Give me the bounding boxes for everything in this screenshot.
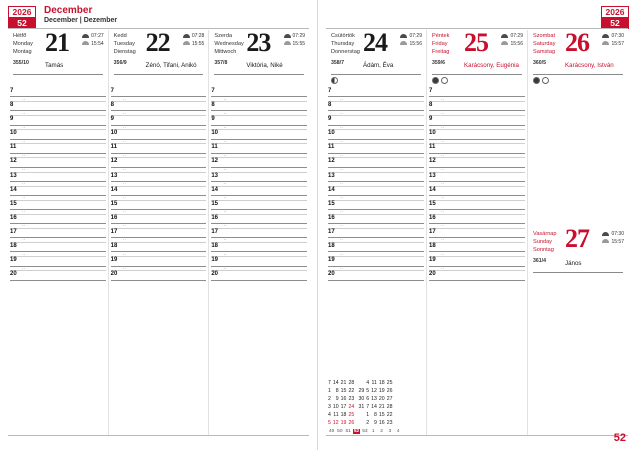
day-names-thursday: Csütörtök Thursday Donnerstag [331, 33, 360, 56]
hour-grid-thursday[interactable]: 7 ·· 8 ·· 9 ·· 10 ·· 11 ·· 12 ·· 13 ·· 14 ·· 15 ·· 16 ·· 17 ·· 18 ·· 19 ·· 20 [326, 88, 426, 285]
sun-times-wednesday: 07:29 15:55 [284, 33, 306, 48]
week-cell[interactable]: 3 [388, 429, 392, 434]
week-cell[interactable]: 4 [396, 429, 400, 434]
footer-divider-left [8, 435, 309, 436]
week-cell[interactable]: 1 [371, 429, 375, 434]
month-title: December [44, 5, 93, 16]
mini-calendar[interactable] [328, 379, 478, 434]
day-count-monday: 355/10 [13, 60, 29, 66]
sun-times-tuesday: 07:28 15:55 [183, 33, 205, 48]
sun-times-monday: 07:27 15:54 [82, 33, 104, 48]
sun-times-thursday: 07:29 15:56 [400, 33, 422, 48]
sunset-icon [400, 41, 407, 45]
week-cell[interactable]: 50 [337, 429, 343, 434]
day-count-saturday: 360/5 [533, 60, 546, 66]
sun-times-saturday: 07:30 15:57 [602, 33, 624, 48]
sunrise-icon [82, 34, 89, 38]
day-header-rule [533, 272, 623, 273]
sunrise-icon [602, 34, 609, 38]
day-header-rule [114, 74, 204, 75]
table-row: 5 12 19 26 2 9 16 23 [328, 419, 393, 426]
nameday-sunday: János [565, 260, 582, 267]
day-count-sunday: 361/4 [533, 258, 546, 264]
day-column-saturday-sunday[interactable] [527, 30, 628, 436]
day-header-rule [214, 74, 304, 75]
sunrise-icon [501, 34, 508, 38]
sunrise-icon [602, 232, 609, 236]
day-names-wednesday: Szerda Wednesday Mittwoch [214, 33, 244, 56]
sunset-icon [183, 41, 190, 45]
day-column-wednesday[interactable] [208, 30, 309, 436]
day-count-wednesday: 357/8 [214, 60, 228, 66]
page-number: 52 [613, 432, 626, 444]
table-row: 2 9 16 23 30 6 13 20 27 [328, 395, 393, 402]
moon-half-icon [331, 77, 338, 84]
sunrise-icon [284, 34, 291, 38]
moon-full-icon [542, 77, 549, 84]
sunset-icon [602, 239, 609, 243]
day-header-tuesday [112, 30, 206, 76]
day-names-sunday: Vasárnap Sunday Sonntag [533, 231, 557, 254]
nameday-saturday: Karácsony, István [565, 62, 614, 69]
nameday-wednesday: Viktória, Niké [246, 62, 283, 69]
year-label-right: 2026 [601, 6, 629, 18]
day-header-friday [430, 30, 524, 76]
nameday-thursday: Ádám, Éva [363, 62, 394, 69]
day-count-tuesday: 356/9 [113, 60, 127, 66]
day-header-monday [11, 30, 105, 76]
left-day-columns [8, 30, 309, 436]
day-header-saturday [531, 30, 625, 76]
nameday-friday: Karácsony, Eugénia [464, 62, 519, 69]
day-column-tuesday[interactable] [108, 30, 209, 436]
day-header-sunday[interactable] [531, 224, 625, 280]
year-week-badge-right [601, 6, 629, 29]
moon-full-icon [441, 77, 448, 84]
moon-new-icon [533, 77, 540, 84]
year-label-left: 2026 [8, 6, 36, 18]
day-names-tuesday: Kedd Tuesday Dienstag [113, 33, 136, 56]
day-number-friday: 25 [464, 28, 488, 57]
nameday-monday: Tamás [45, 62, 64, 69]
day-names-monday: Hétfő Monday Montag [13, 33, 33, 56]
table-row: 3 10 17 24 31 7 14 21 28 [328, 403, 393, 410]
day-count-thursday: 358/7 [331, 60, 344, 66]
week-cell-current[interactable]: 52 [353, 429, 360, 434]
week-label-right: 52 [601, 18, 629, 29]
table-row: 1 8 15 22 29 5 12 19 26 [328, 387, 393, 394]
day-names-friday: Péntek Friday Freitag [432, 33, 450, 56]
table-row: 4 11 18 25 1 8 15 22 [328, 411, 393, 418]
day-number-monday: 21 [45, 28, 69, 57]
sunrise-icon [400, 34, 407, 38]
day-header-rule [331, 74, 421, 75]
moon-phase-saturday [533, 77, 551, 84]
day-header-rule [533, 74, 623, 75]
day-column-monday[interactable] [8, 30, 108, 436]
day-number-sunday: 27 [565, 224, 589, 253]
day-column-thursday[interactable] [326, 30, 426, 436]
week-label-left: 52 [8, 18, 36, 29]
year-week-badge-left [8, 6, 36, 29]
day-number-saturday: 26 [565, 28, 589, 57]
mini-calendar-grid [328, 379, 394, 427]
hour-grid-tuesday[interactable]: 7 ·· 8 ·· 9 ·· 10 ·· 11 ·· 12 ·· 13 ·· 14 ·· 15 ·· 16 ·· 17 ·· 18 ·· 19 ·· 20 [109, 88, 209, 285]
right-page [318, 0, 636, 450]
week-cell[interactable]: 49 [328, 429, 335, 434]
day-number-wednesday: 23 [246, 28, 271, 57]
day-names-saturday: Szombat Saturday Samstag [533, 33, 556, 56]
hour-grid-monday[interactable]: 7 ·· 8 ·· 9 ·· 10 ·· 11 ·· 12 ·· 13 ·· 14 ·· 15 ·· 16 ·· 17 ·· 18 ·· 19 ·· 20 [8, 88, 108, 285]
day-count-friday: 359/6 [432, 60, 445, 66]
day-header-thursday [329, 30, 423, 76]
moon-new-icon [432, 77, 439, 84]
day-number-thursday: 24 [363, 28, 387, 57]
month-subtitle: December | Dezember [44, 17, 118, 24]
sunset-icon [602, 41, 609, 45]
week-cell[interactable]: 53 [362, 429, 368, 434]
sunset-icon [284, 41, 291, 45]
sunrise-icon [183, 34, 190, 38]
hour-grid-wednesday[interactable]: 7 ·· 8 ·· 9 ·· 10 ·· 11 ·· 12 ·· 13 ·· 14 ·· 15 ·· 16 ·· 17 ·· 18 ·· 19 ·· 20 [209, 88, 309, 285]
hour-grid-friday[interactable]: 7 ·· 8 ·· 9 ·· 10 ·· 11 ·· 12 ·· 13 ·· 14 ·· 15 ·· 16 ·· 17 ·· 18 ·· 19 ·· 20 [427, 88, 527, 285]
day-number-tuesday: 22 [145, 28, 170, 57]
sunset-icon [82, 41, 89, 45]
mini-calendar-week-strip[interactable] [328, 429, 478, 434]
week-cell[interactable]: 2 [380, 429, 383, 434]
sun-times-sunday: 07:30 15:57 [602, 231, 624, 246]
footer-divider-right [326, 435, 628, 436]
nameday-tuesday: Zénó, Tifani, Anikó [145, 62, 197, 69]
day-header-rule [432, 74, 522, 75]
day-column-friday[interactable] [426, 30, 527, 436]
week-cell[interactable]: 51 [345, 429, 351, 434]
moon-phase-friday [432, 77, 450, 84]
right-day-columns [326, 30, 628, 436]
day-header-wednesday [212, 30, 306, 76]
table-row: 7 14 21 28 4 11 18 25 [328, 379, 393, 386]
sunset-icon [501, 41, 508, 45]
sun-times-friday: 07:29 15:56 [501, 33, 523, 48]
day-header-rule [13, 74, 103, 75]
